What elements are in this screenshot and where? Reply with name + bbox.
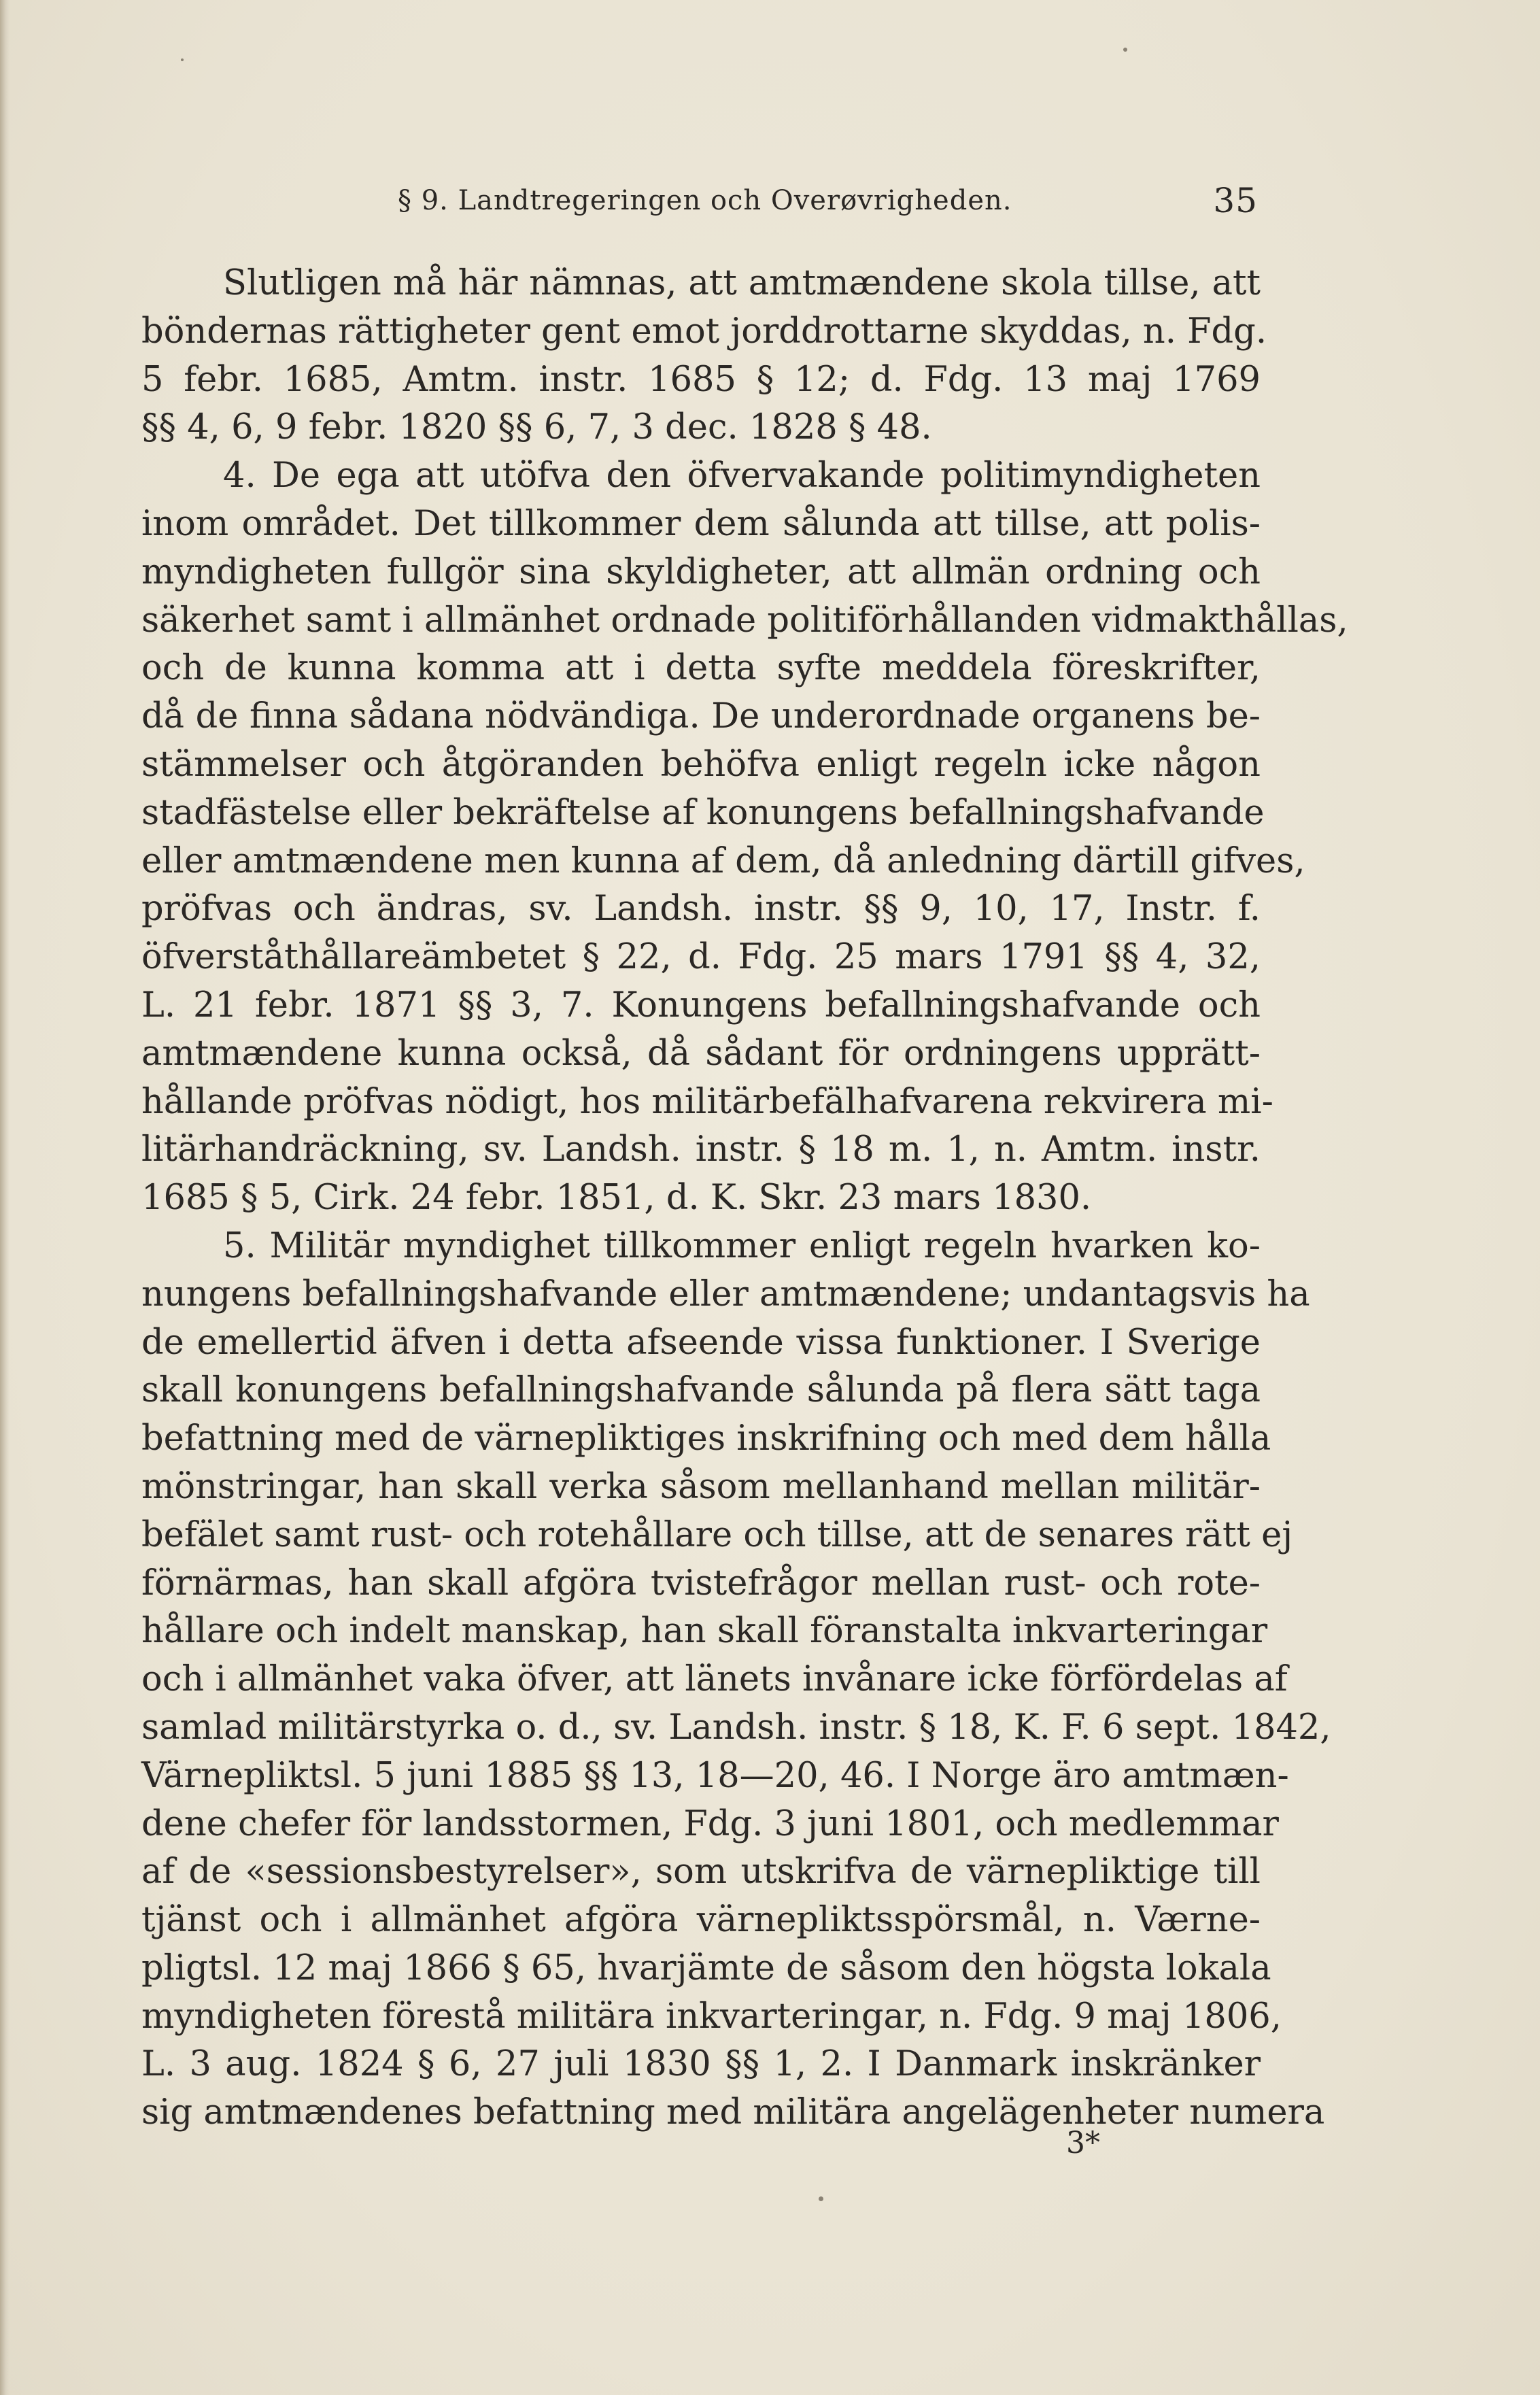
text-line: skall konungens befallningshafvande sålunda på flera sätt taga xyxy=(141,1370,1261,1411)
text-line: böndernas rättigheter gent emot jorddrottarne skyddas, n. Fdg. xyxy=(141,311,1267,352)
text-line: säkerhet samt i allmänhet ordnade politiförhållanden vidmakthållas, xyxy=(141,600,1348,641)
text-line: myndigheten förestå militära inkvarteringar, n. Fdg. 9 maj 1806, xyxy=(141,1996,1282,2037)
text-line: amtmændene kunna också, då sådant för ordningens upprätt- xyxy=(141,1033,1261,1074)
binding-edge xyxy=(0,0,10,2395)
text-line: litärhandräckning, sv. Landsh. instr. § 18 m. 1, n. Amtm. instr. xyxy=(141,1129,1261,1170)
text-line: myndigheten fullgör sina skyldigheter, att allmän ordning och xyxy=(141,551,1261,592)
text-line: Slutligen må här nämnas, att amtmændene skola tillse, att xyxy=(223,263,1261,303)
text-line: pligtsl. 12 maj 1866 § 65, hvarjämte de såsom den högsta lokala xyxy=(141,1948,1271,1988)
text-line: stämmelser och åtgöranden behöfva enligt regeln icke någon xyxy=(141,744,1261,785)
text-line: Värnepliktsl. 5 juni 1885 §§ 13, 18—20, 46. I Norge äro amtmæn- xyxy=(141,1755,1289,1796)
text-line: stadfästelse eller bekräftelse af konungens befallningshafvande xyxy=(141,792,1265,833)
text-line: öfverståthållareämbetet § 22, d. Fdg. 25 mars 1791 §§ 4, 32, xyxy=(141,937,1261,978)
text-line: då de finna sådana nödvändiga. De underordnade organens be- xyxy=(141,696,1261,737)
text-line: L. 21 febr. 1871 §§ 3, 7. Konungens befallningshafvande och xyxy=(141,985,1261,1025)
text-line: eller amtmændene men kunna af dem, då anledning därtill gifves, xyxy=(141,840,1305,881)
text-line: sig amtmændenes befattning med militära angelägenheter numera xyxy=(141,2092,1325,2133)
body-text xyxy=(141,260,1348,2137)
text-line: 5. Militär myndighet tillkommer enligt regeln hvarken ko- xyxy=(223,1225,1261,1266)
signature-mark: 3* xyxy=(1066,2126,1100,2160)
paper-speck xyxy=(1123,48,1127,52)
text-line: befattning med de värnepliktiges inskrifning och med dem hålla xyxy=(141,1419,1271,1459)
text-line: 4. De ega att utöfva den öfvervakande politimyndigheten xyxy=(223,456,1261,496)
text-line: L. 3 aug. 1824 § 6, 27 juli 1830 §§ 1, 2. I Danmark inskränker xyxy=(141,2044,1261,2085)
text-line: de emellertid äfven i detta afseende vissa funktioner. I Sverige xyxy=(141,1322,1261,1363)
text-line: och i allmänhet vaka öfver, att länets invånare icke förfördelas af xyxy=(141,1659,1288,1700)
text-line: dene chefer för landsstormen, Fdg. 3 juni 1801, och medlemmar xyxy=(141,1803,1279,1844)
running-head xyxy=(143,178,1258,226)
section-heading: § 9. Landtregeringen och Overøvrigheden. xyxy=(398,185,1012,216)
text-line: §§ 4, 6, 9 febr. 1820 §§ 6, 7, 3 dec. 1828 § 48. xyxy=(141,407,932,448)
text-line: förnärmas, han skall afgöra tvistefrågor mellan rust- och rote- xyxy=(141,1563,1261,1603)
text-line: tjänst och i allmänhet afgöra värnepliktsspörsmål, n. Værne- xyxy=(141,1900,1261,1941)
text-line: befälet samt rust- och rotehållare och tillse, att de senares rätt ej xyxy=(141,1514,1293,1555)
text-line: pröfvas och ändras, sv. Landsh. instr. §§ 9, 10, 17, Instr. f. xyxy=(141,889,1261,930)
page-number: 35 xyxy=(1213,181,1258,220)
text-line: och de kunna komma att i detta syfte meddela föreskrifter, xyxy=(141,648,1261,689)
text-line: mönstringar, han skall verka såsom mellanhand mellan militär- xyxy=(141,1466,1261,1507)
text-line: samlad militärstyrka o. d., sv. Landsh. instr. § 18, K. F. 6 sept. 1842, xyxy=(141,1707,1331,1748)
text-line: inom området. Det tillkommer dem sålunda att tillse, att polis- xyxy=(141,503,1261,544)
text-line: af de «sessionsbestyrelser», som utskrifva de värnepliktige till xyxy=(141,1852,1261,1892)
paper-speck xyxy=(181,58,184,61)
text-line: 1685 § 5, Cirk. 24 febr. 1851, d. K. Skr. 23 mars 1830. xyxy=(141,1178,1092,1219)
text-line: hållande pröfvas nödigt, hos militärbefälhafvarena rekvirera mi- xyxy=(141,1081,1273,1122)
text-line: nungens befallningshafvande eller amtmændene; undantagsvis ha xyxy=(141,1274,1310,1314)
paper-speck xyxy=(819,2196,823,2201)
text-line: 5 febr. 1685, Amtm. instr. 1685 § 12; d. Fdg. 13 maj 1769 xyxy=(141,359,1261,400)
text-line: hållare och indelt manskap, han skall föranstalta inkvarteringar xyxy=(141,1611,1268,1652)
